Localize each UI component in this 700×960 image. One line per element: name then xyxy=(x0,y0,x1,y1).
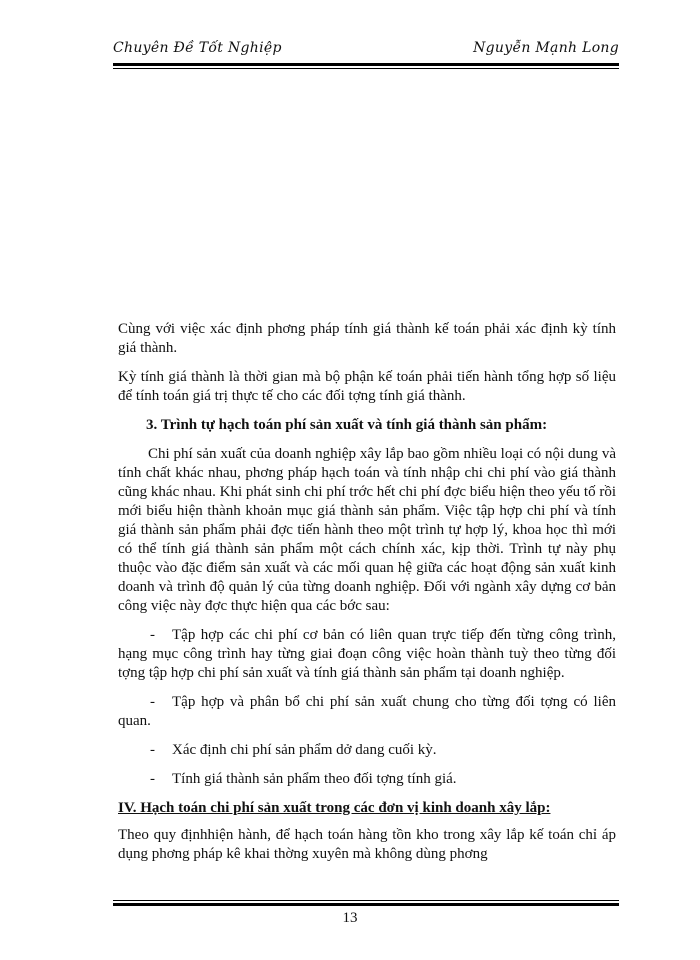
list-item xyxy=(118,770,616,789)
bullet-marker: - xyxy=(150,694,155,710)
header-rule-thin xyxy=(113,68,619,69)
bullet-marker: - xyxy=(150,627,155,643)
header-author: Nguyễn Mạnh Long xyxy=(473,40,619,56)
paragraph: Chi phí sản xuất của doanh nghiệp xây lắp bao gồm nhiều loại có nội dung và tính chất khác nhau, phơng pháp hạch toán và tính nhập chi chi phí vào giá thành cũng khác nhau. Khi phát sinh chi phí trớc hết chi phí đợc biểu hiện theo yếu tố rồi mới biểu hiện thành khoản mục giá thành sản phẩm. Việc tập hợp chi phí và tính giá thành sản phẩm phải đợc tiến hành theo một trình tự hợp lý, khoa học thì mới có thể tính giá thành sản phẩm một cách chính xác, kịp thời. Trình tự này phụ thuộc vào đặc điểm sản xuất và các mối quan hệ giữa các hoạt động sản xuất kinh doanh và trình độ quản lý của từng doanh nghiệp. Đối với ngành xây dựng cơ bản công việc này đợc thực hiện qua các bớc sau: xyxy=(118,446,616,614)
list-item-text: Tập hợp các chi phí cơ bản có liên quan trực tiếp đến từng công trình, hạng mục công trình hay từng giai đoạn công việc hoàn thành tuỳ theo từng đối tợng tập hợp chi phí sản xuất và tính giá thành sản phẩm tại doanh nghiệp. xyxy=(118,627,616,681)
list-item-text: Tính giá thành sản phẩm theo đối tợng tính giá. xyxy=(172,771,457,787)
list-item xyxy=(118,693,616,731)
paragraph: Cùng với việc xác định phơng pháp tính giá thành kế toán phải xác định kỳ tính giá thành. xyxy=(118,321,616,356)
list-item-text: Xác định chi phí sản phẩm dở dang cuối kỳ. xyxy=(172,742,437,758)
paragraph: Kỳ tính giá thành là thời gian mà bộ phận kế toán phải tiến hành tổng hợp số liệu để tính toán giá trị thực tế cho các đối tợng tính giá thành. xyxy=(118,369,616,404)
paragraph: Theo quy địnhhiện hành, để hạch toán hàng tồn kho trong xây lắp kế toán chỉ áp dụng phơng pháp kê khai thờng xuyên mà không dùng phơng xyxy=(118,827,616,862)
header-title: Chuyên Đề Tốt Nghiệp xyxy=(113,40,282,56)
list-item-text: Tập hợp và phân bổ chi phí sản xuất chung cho từng đối tợng có liên quan. xyxy=(118,694,616,729)
footer-rule-thin xyxy=(113,900,619,901)
page-number: 13 xyxy=(342,910,358,926)
bullet-marker: - xyxy=(150,742,155,758)
page-body xyxy=(118,320,616,874)
page-header xyxy=(113,40,619,62)
list-item xyxy=(118,741,616,760)
subsection-heading: 3. Trình tự hạch toán phí sản xuất và tính giá thành sản phẩm: xyxy=(146,417,548,433)
footer-rule-thick xyxy=(113,903,619,906)
list-item xyxy=(118,626,616,683)
header-rule-thick xyxy=(113,63,619,66)
section-heading: IV. Hạch toán chi phí sản xuất trong các đơn vị kinh doanh xây lắp: xyxy=(118,800,551,816)
bullet-marker: - xyxy=(150,771,155,787)
